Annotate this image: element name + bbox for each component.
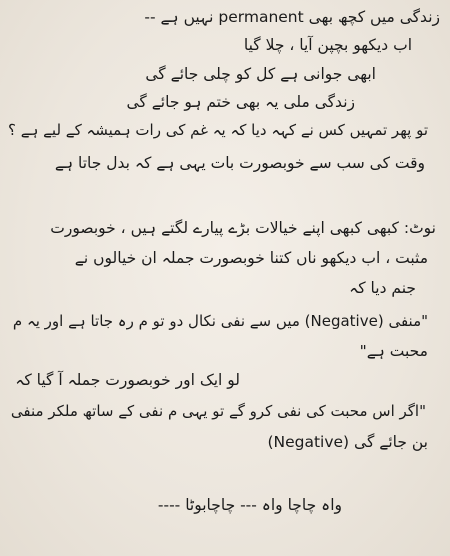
poem-line: اب دیکھو بچپن آیا ، چلا گیا [243, 36, 412, 54]
poem-line: تو پھر تمہیں کس نے کہہ دیا کہ یہ غم کی رات ہمیشہ کے لیے ہے ؟ [8, 121, 428, 139]
note-line: جنم دیا کہ [349, 279, 416, 297]
note-line: (Negative) بن جائے گی [267, 433, 428, 451]
poem-line: وقت کی سب سے خوبصورت بات یہی ہے کہ بدل جاتا ہے [54, 154, 425, 172]
poem-line: زندگی میں کچھ بھی permanent نہیں ہے -- [144, 8, 440, 26]
note-line: لو ایک اور خوبصورت جملہ آ گیا کہ [15, 371, 240, 389]
note-line: "اگر اس محبت کی نفی کرو گے تو یہی م نفی کے ساتھ ملکر منفی [10, 402, 426, 420]
note-line: نوٹ: کبھی کبھی اپنے خیالات بڑے پیارے لگتے ہیں ، خوبصورت [50, 219, 436, 237]
note-line: محبت ہے" [359, 342, 428, 360]
poem-line: ابھی جوانی ہے کل کو چلی جائے گی [145, 65, 376, 83]
note-line: مثبت ، اب دیکھو ناں کتنا خوبصورت جملہ ان خیالوں نے [74, 249, 428, 267]
signature: واہ چاچا واہ --- چاچابوٹا ---- [157, 496, 342, 514]
note-line: "منفی (Negative) میں سے نفی نکال دو تو م رہ جاتا ہے اور یہ م [12, 312, 428, 330]
poem-line: زندگی ملی یہ بھی ختم ہو جائے گی [126, 93, 355, 111]
